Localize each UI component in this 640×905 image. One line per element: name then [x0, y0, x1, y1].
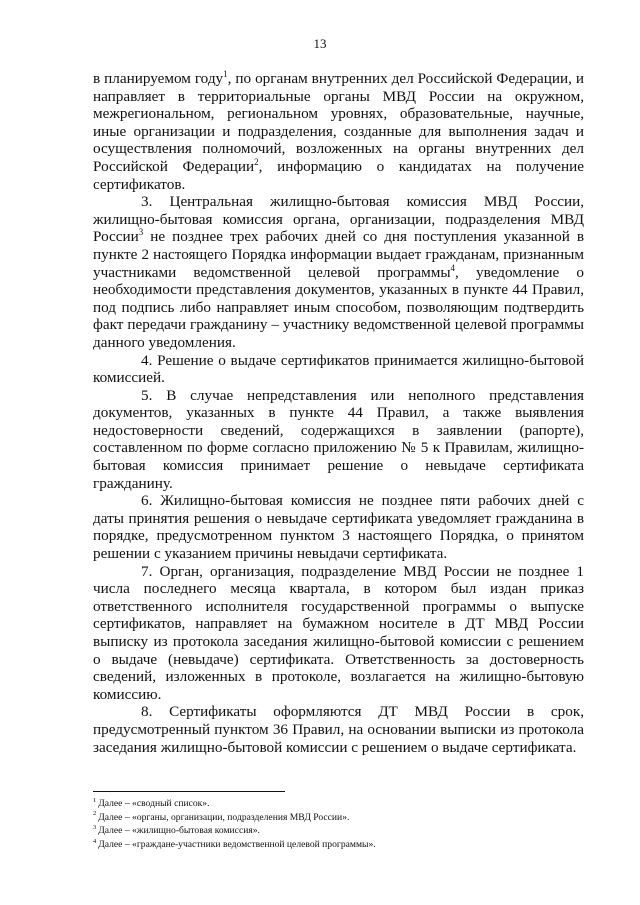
paragraph-3 [93, 193, 584, 351]
footnote-text: Далее – «органы, организации, подразделения МВД России». [98, 811, 350, 823]
footnote-text: Далее – «сводный список». [98, 798, 210, 809]
paragraph-text: в планируемом году [93, 70, 224, 87]
paragraph-4: 4. Решение о выдаче сертификатов принимается жилищно-бытовой комиссией. [93, 351, 584, 387]
footnote-mark: 1 [93, 796, 97, 804]
footnotes-divider [93, 791, 285, 792]
paragraph-5: 5. В случае непредставления или неполного представления документов, указанных в пункте 44 Правил, а также выявления недостоверности сведений, содержащихся в заявлении (рапорте), составленном по форме согласно приложению № 5 к Правилам, жилищно-бытовая комиссия принимает решение о невыдаче сертификата гражданину. [93, 386, 584, 492]
footnote-mark: 2 [93, 810, 97, 818]
footnote-ref: 1 [223, 68, 228, 79]
paragraph-6: 6. Жилищно-бытовая комиссия не позднее пяти рабочих дней с даты принятия решения о невыдаче сертификата уведомляет гражданина в порядке, предусмотренном пунктом 3 настоящего Порядка, о принятом решении с указанием причины невыдачи сертификата. [93, 492, 584, 563]
document-body [93, 70, 584, 756]
paragraph-8: 8. Сертификаты оформляются ДТ МВД России в срок, предусмотренный пунктом 36 Правил, на основании выписки из протокола заседания жилищно-бытовой комиссии с решением о выдаче сертификата. [93, 703, 584, 756]
footnote-text: Далее – «граждане-участники ведомственной целевой программы». [98, 838, 376, 850]
footnote-3 [93, 824, 584, 838]
paragraph-7: 7. Орган, организация, подразделение МВД России не позднее 1 числа последнего месяца квартала, в котором был издан приказ ответственного исполнителя государственной программы о выпуске сертификатов, направляет на бумажном носителе в ДТ МВД России выписку из протокола заседания жилищно-бытовой комиссии с решением о выдаче (невыдаче) сертификата. Ответственность за достоверность сведений, изложенных в протоколе, возлагается на жилищно-бытовую комиссию. [93, 562, 584, 703]
paragraph-text: 3. Центральная жилищно-бытовая комиссия МВД России, жилищно-бытовая комиссия органа, организации, подразделения МВД России [93, 193, 584, 246]
footnotes [93, 797, 584, 851]
footnote-ref: 2 [254, 156, 259, 167]
page-number: 13 [313, 36, 327, 51]
footnote-ref: 3 [138, 227, 144, 238]
paragraph-text: , по органам внутренних дел Российской Федерации, и направляет в территориальные органы МВД России на окружном, межрегиональном, региональном уровнях, образовательные, научные, иные организации и подразделения, созданные для выполнения задач и осуществления полномочий, возложенных на органы внутренних дел Российской Федерации [93, 70, 584, 175]
footnote-mark: 3 [93, 824, 97, 831]
footnote-text: Далее – «жилищно-бытовая комиссия». [98, 825, 260, 837]
footnote-ref: 4 [450, 262, 456, 273]
footnote-1 [93, 797, 584, 811]
footnote-2 [93, 811, 584, 825]
paragraph-text: не позднее трех рабочих дней со дня поступления указанной в пункте 2 настоящего Порядка информации выдает гражданам, признанным участниками ведомственной целевой программы [93, 228, 584, 281]
paragraph-text: , уведомление о необходимости представления документов, указанных в пункте 44 Правил, под подпись либо направляет иным способом, позволяющим подтвердить факт передачи гражданину – участнику ведомственной целевой программы данного уведомления. [93, 263, 584, 351]
footnote-mark: 4 [93, 837, 97, 845]
paragraph-text: , информацию о кандидатах на получение сертификатов. [93, 157, 584, 193]
footnote-4 [93, 838, 584, 852]
paragraph-continuation [93, 70, 584, 193]
